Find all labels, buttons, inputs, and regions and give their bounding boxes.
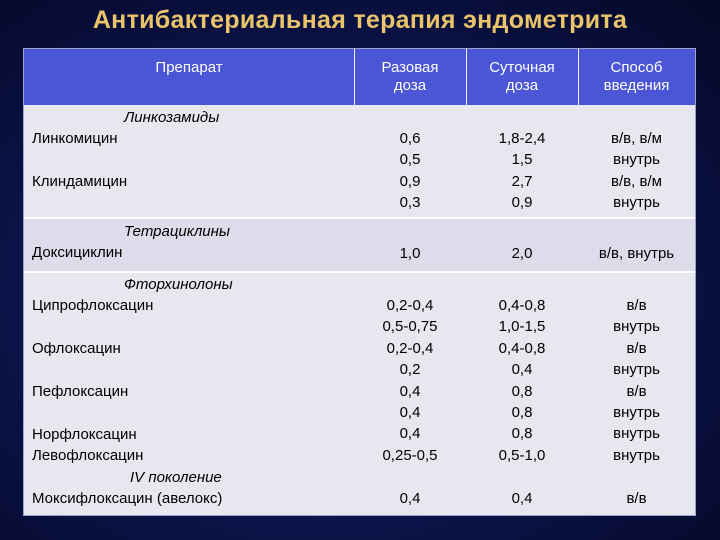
header-daily-dose: Суточная доза [489, 59, 555, 94]
category-label: Тетрациклины [124, 223, 230, 240]
single-dose-cell: 1,0 [399, 245, 421, 262]
single-dose-cell: 0,6 0,5 0,9 0,3 [399, 130, 421, 212]
daily-dose-cell: 0,4-0,8 1,0-1,5 0,4-0,8 0,4 0,8 0,8 0,8 0,5-1,0 0,4 [498, 297, 546, 507]
header-divider [466, 49, 467, 105]
drug-cell: Линкозамиды Линкомицин Клиндамицин [32, 107, 354, 193]
drug-cell: Фторхинолоны Ципрофлоксацин Офлоксацин Пефлоксацин Норфлоксацин Левофлоксацин IV поколение Моксифлоксацин (авелокс) [32, 274, 354, 509]
single-dose-cell: 0,2-0,4 0,5-0,75 0,2-0,4 0,2 0,4 0,4 0,4 0,25-0,5 0,4 [382, 297, 438, 507]
route-cell: в/в, в/м внутрь в/в, в/м внутрь [611, 130, 662, 212]
daily-dose-cell: 2,0 [511, 245, 533, 262]
table-row-tetracyclines [24, 219, 695, 271]
table-row-fluoroquinolones [24, 273, 695, 515]
header-route: Способ введения [603, 59, 670, 94]
table-row-lincosamides [24, 105, 695, 217]
page-title: Антибактериальная терапия эндометрита [92, 6, 628, 34]
category-label: IV поколение [130, 468, 222, 486]
category-label: Линкозамиды [124, 109, 220, 126]
table-header [24, 49, 695, 105]
header-drug: Препарат [155, 59, 223, 76]
category-label: Фторхинолоны [124, 276, 233, 293]
drug-cell: Тетрациклины Доксициклин [32, 221, 354, 264]
header-divider [354, 49, 355, 105]
route-cell: в/в, внутрь [598, 245, 675, 262]
therapy-table [23, 48, 696, 516]
daily-dose-cell: 1,8-2,4 1,5 2,7 0,9 [498, 130, 546, 212]
header-divider [578, 49, 579, 105]
header-single-dose: Разовая доза [381, 59, 439, 94]
route-cell: в/в внутрь в/в внутрь в/в внутрь внутрь внутрь в/в [613, 297, 660, 507]
